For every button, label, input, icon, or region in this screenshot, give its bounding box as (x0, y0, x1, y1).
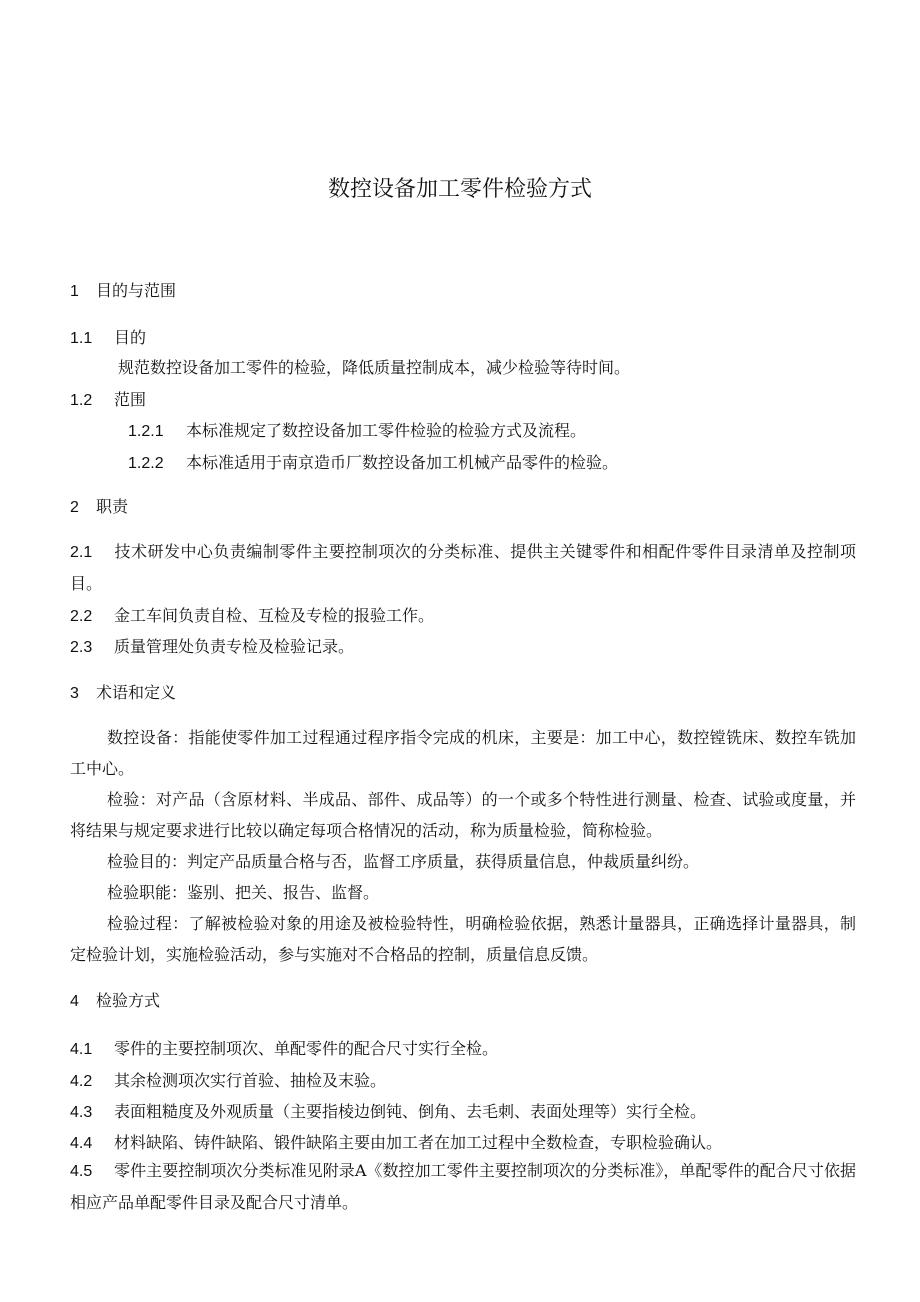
section-number: 4.1 (70, 1041, 93, 1058)
section-text: 金工车间负责自检、互检及专检的报验工作。 (114, 606, 435, 625)
section-number: 2.2 (70, 608, 93, 625)
section-2-heading (70, 494, 128, 517)
section-text: 其余检测项次实行首验、抽检及末验。 (114, 1071, 387, 1090)
section-text: 零件主要控制项次分类标准见附录A《数控加工零件主要控制项次的分类标准》，单配零件的配合尺寸依据相应产品单配零件目录及配合尺寸清单。 (70, 1161, 856, 1212)
section-1-2-1 (128, 418, 586, 441)
section-text: 表面粗糙度及外观质量（主要指棱边倒钝、倒角、去毛刺、表面处理等）实行全检。 (114, 1102, 707, 1121)
section-4-2 (70, 1068, 386, 1091)
section-text: 技术研发中心负责编制零件主要控制项次的分类标准、提供主关键零件和相配件零件目录清单及控制项目。 (70, 542, 856, 593)
section-1-1-text: 规范数控设备加工零件的检验，降低质量控制成本，减少检验等待时间。 (118, 358, 631, 377)
definition-paragraph: 数控设备：指能使零件加工过程通过程序指令完成的机床，主要是：加工中心，数控镗铣床、数控车铣加工中心。 (70, 728, 856, 778)
section-title: 职责 (96, 499, 129, 516)
section-number: 1 (70, 283, 79, 300)
document-title: 数控设备加工零件检验方式 (327, 176, 592, 201)
section-number: 4.2 (70, 1073, 93, 1090)
section-number: 4.4 (70, 1135, 93, 1152)
section-4-5 (70, 1155, 856, 1218)
section-text: 零件的主要控制项次、单配零件的配合尺寸实行全检。 (114, 1039, 499, 1058)
section-number: 2.3 (70, 639, 93, 656)
section-number: 1.2.1 (128, 423, 164, 440)
section-1-2-2 (128, 450, 618, 473)
section-number: 2 (70, 499, 79, 516)
section-number: 1.1 (70, 330, 93, 347)
section-number: 4.3 (70, 1104, 93, 1121)
section-1-2-heading (70, 387, 146, 410)
section-4-1 (70, 1036, 498, 1059)
section-title: 检验方式 (96, 993, 161, 1010)
section-number: 1.2.2 (128, 455, 164, 472)
section-2-2 (70, 603, 434, 626)
section-number: 4 (70, 993, 79, 1010)
section-4-3 (70, 1099, 706, 1122)
section-1-1-heading (70, 325, 146, 348)
definitions-block (70, 722, 856, 970)
definition-paragraph: 检验过程：了解被检验对象的用途及被检验特性，明确检验依据，熟悉计量器具，正确选择计量器具，制定检验计划，实施检验活动，参与实施对不合格品的控制，质量信息反馈。 (70, 914, 856, 964)
section-2-1 (70, 536, 856, 599)
section-number: 2.1 (70, 544, 93, 561)
section-title: 目的与范围 (96, 283, 177, 300)
section-4-4 (70, 1130, 722, 1153)
section-4-heading (70, 988, 160, 1011)
definition-paragraph: 检验：对产品（含原材料、半成品、部件、成品等）的一个或多个特性进行测量、检查、试验或度量，并将结果与规定要求进行比较以确定每项合格情况的活动，称为质量检验，简称检验。 (70, 790, 856, 840)
section-title: 目的 (114, 328, 147, 347)
section-text: 材料缺陷、铸件缺陷、锻件缺陷主要由加工者在加工过程中全数检查，专职检验确认。 (114, 1133, 723, 1152)
section-1-heading (70, 278, 176, 301)
section-number: 1.2 (70, 392, 93, 409)
section-title: 术语和定义 (96, 685, 177, 702)
section-3-heading (70, 680, 176, 703)
section-title: 范围 (114, 390, 147, 409)
section-number: 3 (70, 685, 79, 702)
section-text: 本标准规定了数控设备加工零件检验的检验方式及流程。 (186, 421, 587, 440)
section-text: 质量管理处负责专检及检验记录。 (114, 637, 355, 656)
section-2-3 (70, 634, 354, 657)
section-text: 本标准适用于南京造币厂数控设备加工机械产品零件的检验。 (186, 453, 619, 472)
section-number: 4.5 (70, 1163, 93, 1180)
definition-paragraph: 检验目的：判定产品质量合格与否，监督工序质量，获得质量信息，仲裁质量纠纷。 (107, 852, 700, 871)
definition-paragraph: 检验职能：鉴别、把关、报告、监督。 (107, 883, 380, 902)
